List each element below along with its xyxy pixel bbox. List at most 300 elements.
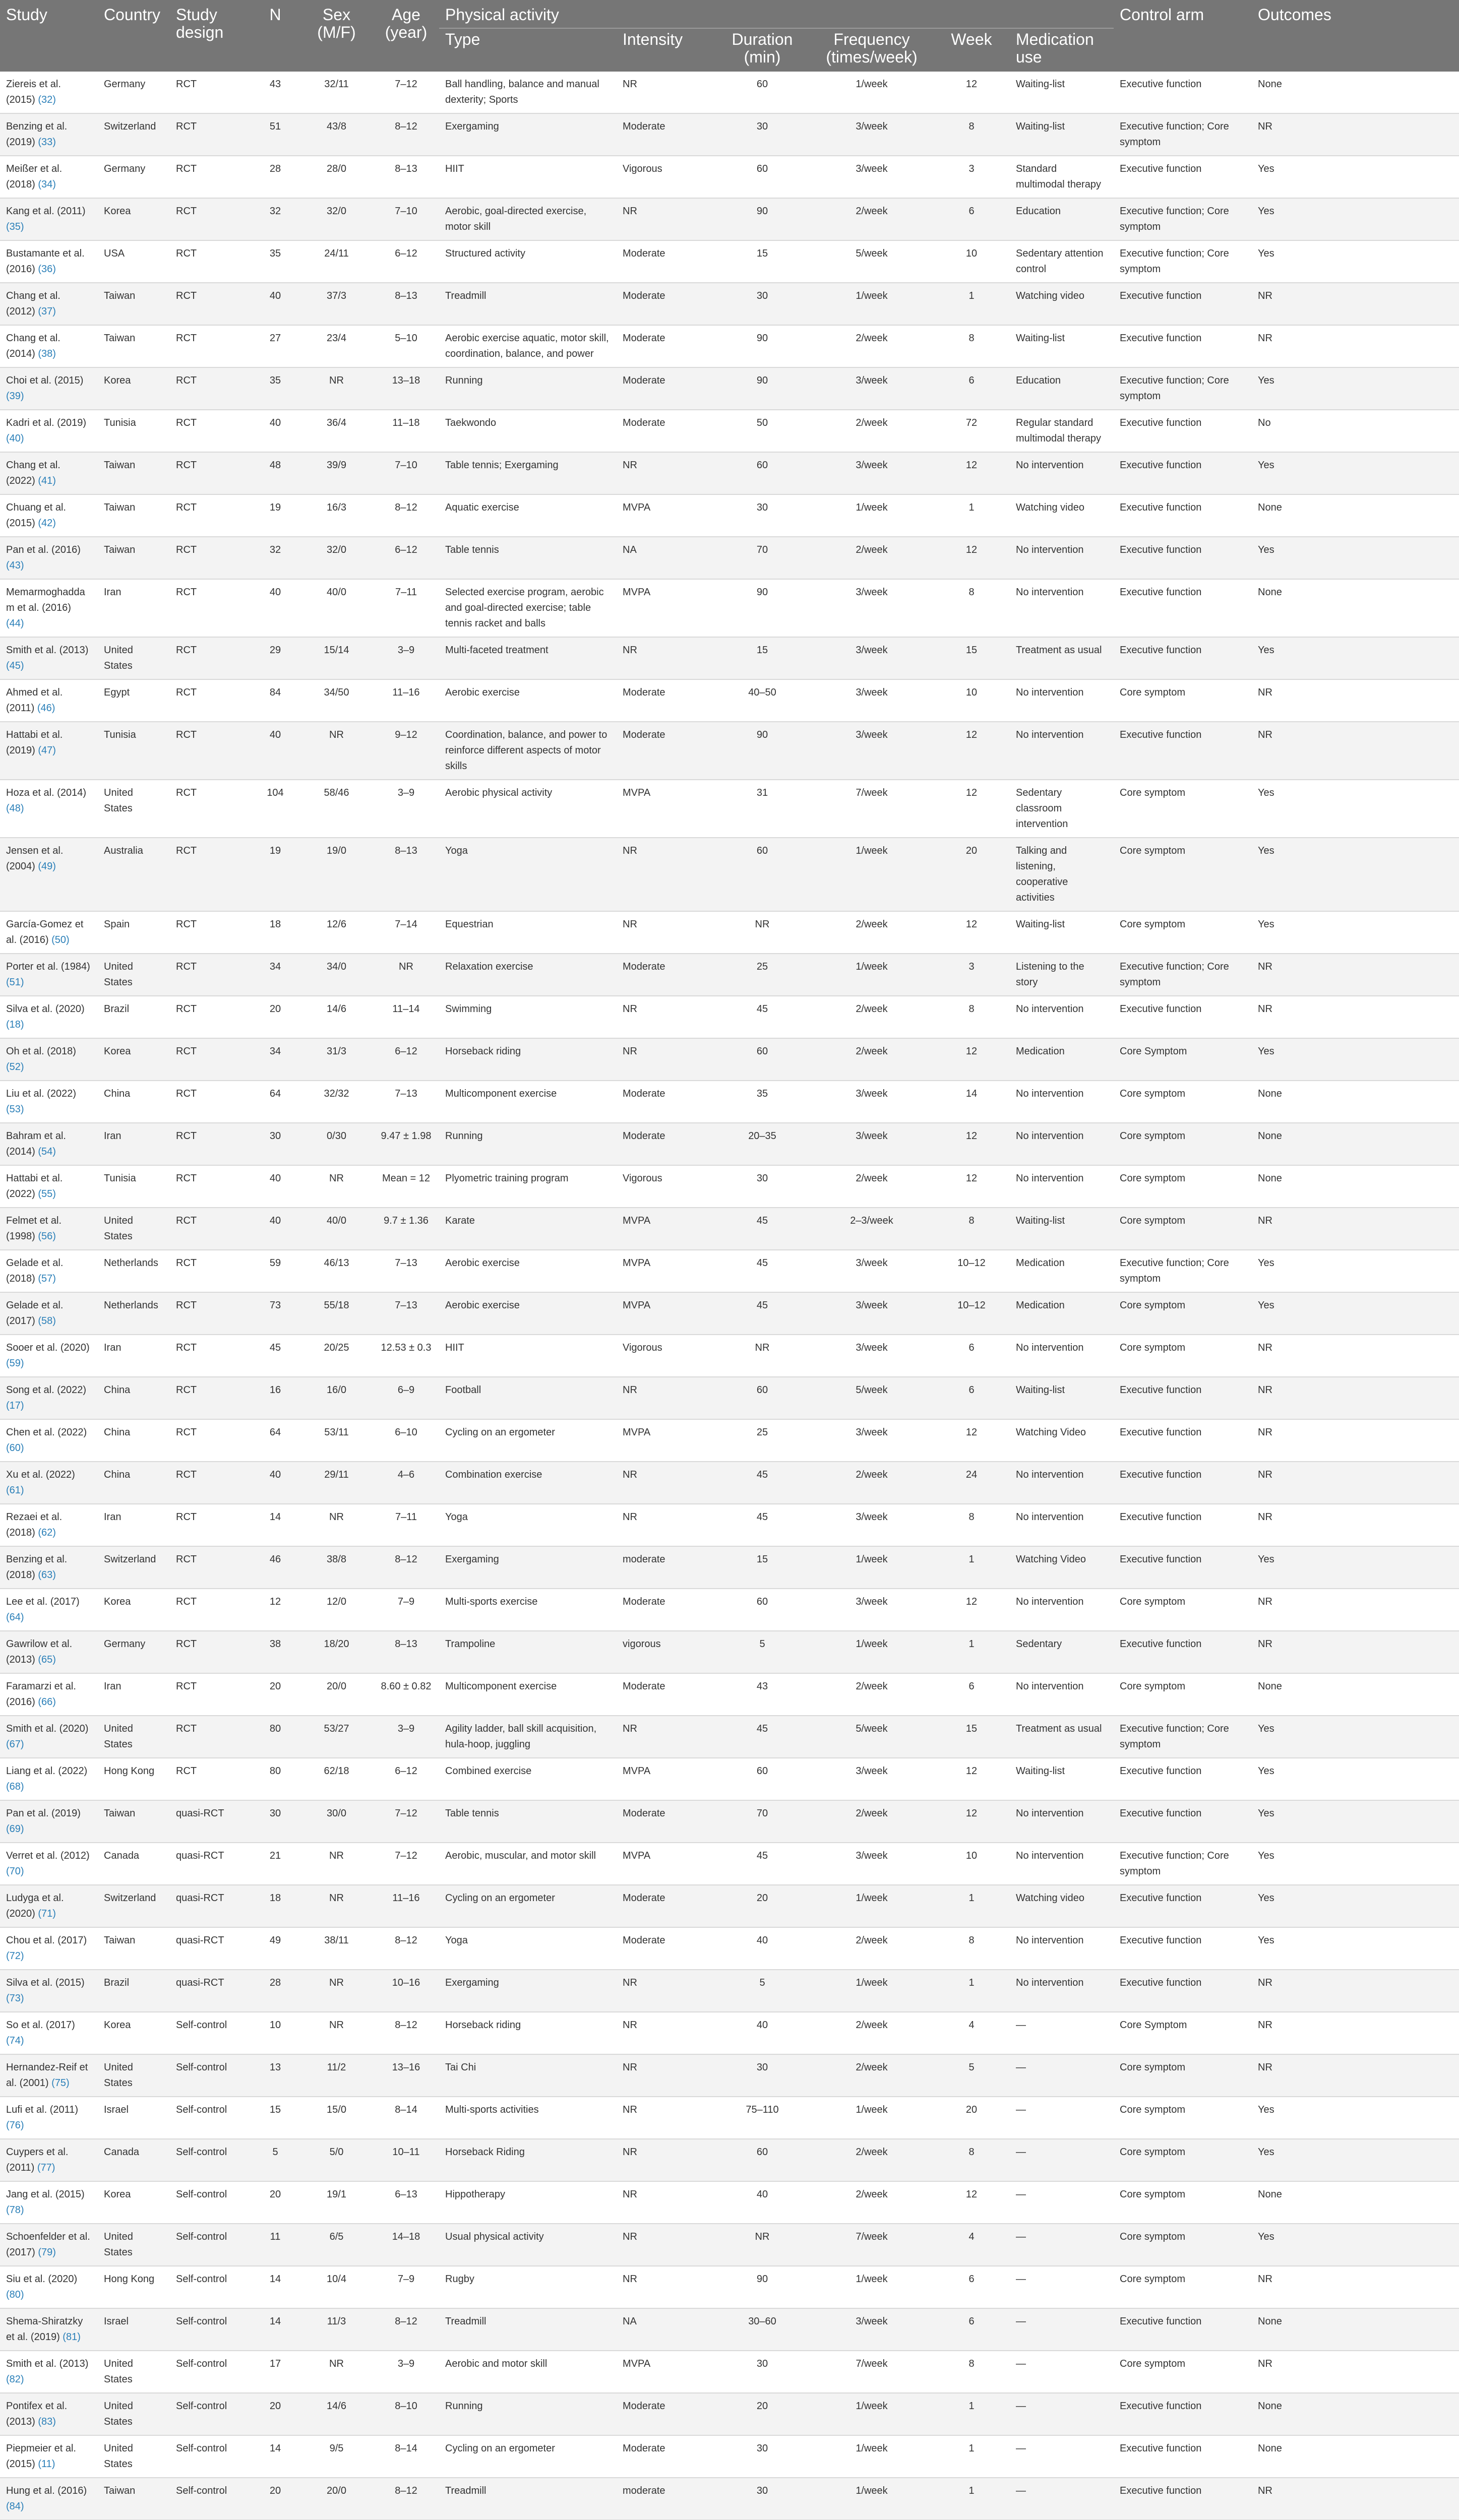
cell-frequency: 3/week — [810, 637, 933, 679]
cell-frequency: 1/week — [810, 72, 933, 113]
cell-duration: 90 — [714, 579, 810, 637]
reference-link[interactable]: (40) — [6, 432, 24, 444]
cell-type: Tai Chi — [439, 2054, 617, 2097]
cell-intensity: moderate — [617, 1546, 714, 1589]
cell-sex: NR — [300, 1970, 373, 2012]
cell-week: 4 — [933, 2224, 1010, 2266]
cell-type: Hippotherapy — [439, 2181, 617, 2224]
cell-study — [0, 2139, 98, 2181]
cell-medication: NR — [1252, 283, 1459, 325]
cell-control: Medication — [1010, 1292, 1114, 1335]
table-row — [0, 240, 1459, 283]
reference-link[interactable]: (35) — [6, 221, 24, 232]
cell-study — [0, 1716, 98, 1758]
cell-medication: Yes — [1252, 780, 1459, 838]
cell-intensity: Moderate — [617, 240, 714, 283]
cell-medication: NR — [1252, 996, 1459, 1038]
cell-week: 12 — [933, 1038, 1010, 1081]
cell-design: RCT — [170, 1081, 251, 1123]
cell-n: 27 — [251, 325, 300, 367]
table-body — [0, 72, 1459, 2520]
cell-medication: None — [1252, 1673, 1459, 1716]
table-row — [0, 1716, 1459, 1758]
cell-age: 9.7 ± 1.36 — [373, 1208, 439, 1250]
cell-medication: Yes — [1252, 156, 1459, 198]
cell-frequency: 1/week — [810, 1631, 933, 1673]
study-name: Gelade et al. (2018) — [6, 1257, 64, 1284]
cell-type: Rugby — [439, 2266, 617, 2308]
reference-link[interactable]: (32) — [38, 94, 56, 105]
table-row — [0, 1631, 1459, 1673]
cell-duration: NR — [714, 1335, 810, 1377]
cell-country: Korea — [98, 198, 170, 240]
cell-age: 8–12 — [373, 1546, 439, 1589]
cell-type: Exergaming — [439, 1970, 617, 2012]
cell-intensity: MVPA — [617, 1843, 714, 1885]
table-row — [0, 911, 1459, 954]
header-study-design: Study design — [170, 0, 251, 72]
reference-link[interactable]: (46) — [37, 702, 55, 714]
cell-type: Horseback Riding — [439, 2139, 617, 2181]
study-name: Ludyga et al. (2020) — [6, 1892, 64, 1919]
cell-medication: NR — [1252, 2012, 1459, 2054]
reference-link[interactable]: (54) — [38, 1146, 56, 1157]
cell-duration: 60 — [714, 1589, 810, 1631]
cell-medication: None — [1252, 1165, 1459, 1208]
header-medication-use: Medication use — [1010, 28, 1114, 71]
cell-control: Regular standard multimodal therapy — [1010, 410, 1114, 452]
cell-study — [0, 72, 98, 113]
reference-link[interactable]: (83) — [38, 2416, 56, 2427]
cell-week: 12 — [933, 1758, 1010, 1800]
reference-link[interactable]: (79) — [38, 2246, 56, 2258]
reference-link[interactable]: (52) — [6, 1061, 24, 1073]
cell-frequency: 3/week — [810, 1504, 933, 1546]
cell-control: Watching video — [1010, 494, 1114, 537]
reference-link[interactable]: (47) — [38, 744, 56, 756]
cell-study — [0, 1038, 98, 1081]
study-name: Kang et al. (2011) — [6, 205, 86, 217]
study-name: Hattabi et al. (2022) — [6, 1172, 63, 1200]
reference-link[interactable]: (57) — [38, 1273, 56, 1284]
cell-intensity: Moderate — [617, 679, 714, 722]
cell-type: Horseback riding — [439, 2012, 617, 2054]
cell-age: 9–12 — [373, 722, 439, 780]
reference-link[interactable]: (60) — [6, 1442, 24, 1454]
reference-link[interactable]: (44) — [6, 617, 24, 629]
reference-link[interactable]: (64) — [6, 1611, 24, 1623]
cell-intensity: MVPA — [617, 1250, 714, 1292]
table-row — [0, 1843, 1459, 1885]
reference-link[interactable]: (18) — [6, 1019, 24, 1030]
cell-design: RCT — [170, 1673, 251, 1716]
study-name: Smith et al. (2013) — [6, 644, 89, 656]
table-row — [0, 2351, 1459, 2393]
reference-link[interactable]: (71) — [38, 1908, 56, 1919]
header-age: Age (year) — [373, 0, 439, 72]
cell-duration: 15 — [714, 240, 810, 283]
cell-week: 6 — [933, 1673, 1010, 1716]
cell-age: 3–9 — [373, 780, 439, 838]
cell-design: quasi-RCT — [170, 1800, 251, 1843]
cell-duration: 15 — [714, 637, 810, 679]
cell-design: RCT — [170, 679, 251, 722]
cell-medication: Yes — [1252, 1885, 1459, 1927]
table-row — [0, 1250, 1459, 1292]
reference-link[interactable]: (77) — [37, 2162, 55, 2173]
table-row — [0, 1292, 1459, 1335]
cell-week: 3 — [933, 954, 1010, 996]
cell-country: United States — [98, 2435, 170, 2478]
cell-frequency: 2/week — [810, 1462, 933, 1504]
table-row — [0, 1758, 1459, 1800]
cell-intensity: NR — [617, 452, 714, 494]
reference-link[interactable]: (17) — [6, 1400, 24, 1411]
reference-link[interactable]: (68) — [6, 1781, 24, 1792]
reference-link[interactable]: (53) — [6, 1103, 24, 1115]
cell-country: Taiwan — [98, 1800, 170, 1843]
cell-study — [0, 1927, 98, 1970]
cell-sex: 40/0 — [300, 1208, 373, 1250]
cell-outcomes: Executive function — [1114, 283, 1252, 325]
cell-week: 10–12 — [933, 1250, 1010, 1292]
cell-intensity: Vigorous — [617, 156, 714, 198]
cell-duration: 70 — [714, 537, 810, 579]
cell-control: No intervention — [1010, 722, 1114, 780]
table-row — [0, 1970, 1459, 2012]
cell-week: 12 — [933, 1800, 1010, 1843]
cell-duration: 30 — [714, 283, 810, 325]
cell-type: Running — [439, 2393, 617, 2435]
cell-week: 8 — [933, 1504, 1010, 1546]
cell-week: 3 — [933, 156, 1010, 198]
reference-link[interactable]: (84) — [6, 2500, 24, 2512]
cell-control: — — [1010, 2308, 1114, 2351]
cell-duration: 60 — [714, 1038, 810, 1081]
reference-link[interactable]: (33) — [38, 136, 56, 148]
cell-study — [0, 1292, 98, 1335]
cell-frequency: 1/week — [810, 2097, 933, 2139]
cell-medication: NR — [1252, 1377, 1459, 1419]
cell-intensity: NR — [617, 72, 714, 113]
cell-medication: NR — [1252, 1970, 1459, 2012]
cell-sex: NR — [300, 367, 373, 410]
cell-country: Tunisia — [98, 722, 170, 780]
cell-duration: 60 — [714, 2139, 810, 2181]
cell-sex: 55/18 — [300, 1292, 373, 1335]
cell-design: RCT — [170, 1335, 251, 1377]
cell-outcomes: Core symptom — [1114, 1335, 1252, 1377]
cell-n: 34 — [251, 1038, 300, 1081]
cell-country: United States — [98, 1716, 170, 1758]
cell-type: Plyometric training program — [439, 1165, 617, 1208]
cell-sex: 9/5 — [300, 2435, 373, 2478]
cell-sex: 53/27 — [300, 1716, 373, 1758]
cell-type: Treadmill — [439, 2478, 617, 2520]
cell-design: quasi-RCT — [170, 1843, 251, 1885]
table-row — [0, 780, 1459, 838]
cell-design: RCT — [170, 283, 251, 325]
cell-type: Usual physical activity — [439, 2224, 617, 2266]
cell-week: 12 — [933, 72, 1010, 113]
cell-week: 12 — [933, 1123, 1010, 1165]
cell-intensity: NR — [617, 637, 714, 679]
cell-frequency: 5/week — [810, 1377, 933, 1419]
cell-week: 12 — [933, 780, 1010, 838]
cell-week: 20 — [933, 2097, 1010, 2139]
reference-link[interactable]: (61) — [6, 1484, 24, 1496]
cell-type: Running — [439, 1123, 617, 1165]
reference-link[interactable]: (37) — [38, 305, 56, 317]
cell-n: 20 — [251, 2393, 300, 2435]
cell-age: 7–13 — [373, 1250, 439, 1292]
cell-study — [0, 1335, 98, 1377]
cell-country: Iran — [98, 1673, 170, 1716]
cell-age: 7–10 — [373, 452, 439, 494]
cell-n: 40 — [251, 579, 300, 637]
cell-control: Waiting-list — [1010, 1377, 1114, 1419]
cell-sex: NR — [300, 2012, 373, 2054]
cell-intensity: NR — [617, 1970, 714, 2012]
reference-link[interactable]: (78) — [6, 2204, 24, 2216]
cell-control: Medication — [1010, 1250, 1114, 1292]
reference-link[interactable]: (70) — [6, 1865, 24, 1877]
cell-type: Cycling on an ergometer — [439, 2435, 617, 2478]
cell-age: 6–12 — [373, 537, 439, 579]
reference-link[interactable]: (45) — [6, 660, 24, 671]
cell-design: RCT — [170, 637, 251, 679]
cell-type: Combined exercise — [439, 1758, 617, 1800]
cell-n: 29 — [251, 637, 300, 679]
reference-link[interactable]: (50) — [51, 934, 70, 946]
cell-study — [0, 954, 98, 996]
study-name: Hung et al. (2016) — [6, 2485, 87, 2496]
cell-duration: 75–110 — [714, 2097, 810, 2139]
cell-age: 6–10 — [373, 1419, 439, 1462]
reference-link[interactable]: (43) — [6, 559, 24, 571]
cell-country: Taiwan — [98, 537, 170, 579]
cell-week: 1 — [933, 494, 1010, 537]
reference-link[interactable]: (69) — [6, 1823, 24, 1835]
cell-sex: 28/0 — [300, 156, 373, 198]
reference-link[interactable]: (80) — [6, 2289, 24, 2300]
reference-link[interactable]: (55) — [38, 1188, 56, 1200]
reference-link[interactable]: (72) — [6, 1950, 24, 1962]
cell-type: Aerobic exercise — [439, 679, 617, 722]
cell-week: 8 — [933, 325, 1010, 367]
cell-n: 40 — [251, 283, 300, 325]
cell-type: HIIT — [439, 156, 617, 198]
cell-week: 1 — [933, 1631, 1010, 1673]
reference-link[interactable]: (66) — [38, 1696, 56, 1708]
cell-sex: 6/5 — [300, 2224, 373, 2266]
cell-medication: NR — [1252, 1335, 1459, 1377]
cell-intensity: Moderate — [617, 722, 714, 780]
cell-medication: None — [1252, 2393, 1459, 2435]
cell-outcomes: Core symptom — [1114, 2181, 1252, 2224]
cell-intensity: MVPA — [617, 2351, 714, 2393]
cell-intensity: NR — [617, 1504, 714, 1546]
cell-sex: NR — [300, 722, 373, 780]
cell-sex: 62/18 — [300, 1758, 373, 1800]
cell-medication: NR — [1252, 722, 1459, 780]
cell-frequency: 1/week — [810, 1885, 933, 1927]
table-row — [0, 410, 1459, 452]
cell-duration: NR — [714, 2224, 810, 2266]
cell-duration: 45 — [714, 1462, 810, 1504]
cell-frequency: 3/week — [810, 452, 933, 494]
cell-study — [0, 2181, 98, 2224]
cell-study — [0, 1800, 98, 1843]
cell-age: 7–11 — [373, 1504, 439, 1546]
reference-link[interactable]: (36) — [38, 263, 56, 275]
header-country: Country — [98, 0, 170, 72]
cell-country: Taiwan — [98, 325, 170, 367]
reference-link[interactable]: (56) — [38, 1230, 56, 1242]
cell-outcomes: Executive function — [1114, 1885, 1252, 1927]
cell-outcomes: Executive function — [1114, 996, 1252, 1038]
cell-week: 5 — [933, 2054, 1010, 2097]
cell-intensity: NR — [617, 2012, 714, 2054]
cell-country: Switzerland — [98, 113, 170, 156]
cell-control: — — [1010, 2351, 1114, 2393]
cell-intensity: Moderate — [617, 113, 714, 156]
reference-link[interactable]: (49) — [38, 860, 56, 872]
cell-sex: 32/32 — [300, 1081, 373, 1123]
reference-link[interactable]: (63) — [38, 1569, 56, 1581]
cell-country: United States — [98, 637, 170, 679]
cell-study — [0, 198, 98, 240]
cell-study — [0, 637, 98, 679]
reference-link[interactable]: (48) — [6, 802, 24, 814]
cell-frequency: 2/week — [810, 1038, 933, 1081]
cell-intensity: NR — [617, 198, 714, 240]
cell-design: Self-control — [170, 2097, 251, 2139]
cell-country: Iran — [98, 1335, 170, 1377]
reference-link[interactable]: (74) — [6, 2035, 24, 2046]
study-name: Pan et al. (2016) — [6, 544, 81, 555]
cell-age: 11–18 — [373, 410, 439, 452]
cell-sex: NR — [300, 1504, 373, 1546]
cell-control: No intervention — [1010, 1927, 1114, 1970]
cell-medication: Yes — [1252, 838, 1459, 911]
cell-n: 28 — [251, 1970, 300, 2012]
reference-link[interactable]: (59) — [6, 1357, 24, 1369]
cell-week: 15 — [933, 637, 1010, 679]
cell-medication: None — [1252, 2181, 1459, 2224]
cell-frequency: 1/week — [810, 954, 933, 996]
cell-medication: Yes — [1252, 1758, 1459, 1800]
reference-link[interactable]: (76) — [6, 2119, 24, 2131]
reference-link[interactable]: (75) — [51, 2077, 70, 2089]
cell-outcomes: Executive function — [1114, 579, 1252, 637]
cell-outcomes: Core symptom — [1114, 2351, 1252, 2393]
cell-medication: Yes — [1252, 367, 1459, 410]
cell-age: 5–10 — [373, 325, 439, 367]
reference-link[interactable]: (82) — [6, 2373, 24, 2385]
cell-week: 1 — [933, 2478, 1010, 2520]
cell-medication: NR — [1252, 2351, 1459, 2393]
cell-control: No intervention — [1010, 1462, 1114, 1504]
reference-link[interactable]: (51) — [6, 976, 24, 988]
reference-link[interactable]: (39) — [6, 390, 24, 402]
cell-sex: 32/0 — [300, 537, 373, 579]
table-row — [0, 2181, 1459, 2224]
cell-design: RCT — [170, 954, 251, 996]
cell-n: 48 — [251, 452, 300, 494]
cell-outcomes: Core symptom — [1114, 1208, 1252, 1250]
cell-outcomes: Core symptom — [1114, 1165, 1252, 1208]
cell-outcomes: Core symptom — [1114, 2224, 1252, 2266]
cell-week: 6 — [933, 1335, 1010, 1377]
cell-intensity: Moderate — [617, 410, 714, 452]
cell-country: Tunisia — [98, 1165, 170, 1208]
reference-link[interactable]: (41) — [38, 475, 56, 486]
cell-medication: NR — [1252, 113, 1459, 156]
reference-link[interactable]: (81) — [63, 2331, 81, 2343]
cell-medication: Yes — [1252, 240, 1459, 283]
cell-sex: 12/0 — [300, 1589, 373, 1631]
cell-age: 6–9 — [373, 1377, 439, 1419]
cell-study — [0, 2308, 98, 2351]
cell-age: 7–13 — [373, 1081, 439, 1123]
cell-design: Self-control — [170, 2393, 251, 2435]
cell-design: RCT — [170, 780, 251, 838]
cell-study — [0, 2351, 98, 2393]
cell-age: 7–12 — [373, 1843, 439, 1885]
study-name: Bahram et al. (2014) — [6, 1130, 66, 1157]
cell-country: United States — [98, 2393, 170, 2435]
cell-design: Self-control — [170, 2224, 251, 2266]
cell-duration: 15 — [714, 1546, 810, 1589]
cell-duration: 45 — [714, 1208, 810, 1250]
table-row — [0, 679, 1459, 722]
reference-link[interactable]: (65) — [38, 1654, 56, 1665]
cell-outcomes: Executive function; Core symptom — [1114, 1843, 1252, 1885]
reference-link[interactable]: (62) — [38, 1527, 56, 1538]
table-row — [0, 1419, 1459, 1462]
reference-link[interactable]: (73) — [6, 1992, 24, 2004]
cell-medication: Yes — [1252, 452, 1459, 494]
cell-study — [0, 1758, 98, 1800]
cell-control: No intervention — [1010, 452, 1114, 494]
cell-n: 84 — [251, 679, 300, 722]
cell-medication: Yes — [1252, 637, 1459, 679]
cell-type: Equestrian — [439, 911, 617, 954]
reference-link[interactable]: (38) — [38, 348, 56, 359]
study-name: Kadri et al. (2019) — [6, 417, 86, 428]
cell-type: Combination exercise — [439, 1462, 617, 1504]
cell-n: 20 — [251, 2478, 300, 2520]
cell-age: 8–13 — [373, 1631, 439, 1673]
study-name: Pontifex et al. (2013) — [6, 2400, 68, 2427]
cell-medication: Yes — [1252, 911, 1459, 954]
reference-link[interactable]: (58) — [38, 1315, 56, 1327]
cell-age: 8–12 — [373, 1927, 439, 1970]
cell-control: No intervention — [1010, 1673, 1114, 1716]
cell-design: RCT — [170, 1377, 251, 1419]
reference-link[interactable]: (11) — [38, 2458, 55, 2470]
reference-link[interactable]: (34) — [38, 178, 56, 190]
reference-link[interactable]: (42) — [38, 517, 56, 529]
cell-duration: 45 — [714, 1843, 810, 1885]
reference-link[interactable]: (67) — [6, 1738, 24, 1750]
cell-outcomes: Executive function; Core symptom — [1114, 240, 1252, 283]
cell-control: Treatment as usual — [1010, 1716, 1114, 1758]
cell-country: Taiwan — [98, 452, 170, 494]
cell-medication: None — [1252, 579, 1459, 637]
cell-outcomes: Executive function — [1114, 2308, 1252, 2351]
